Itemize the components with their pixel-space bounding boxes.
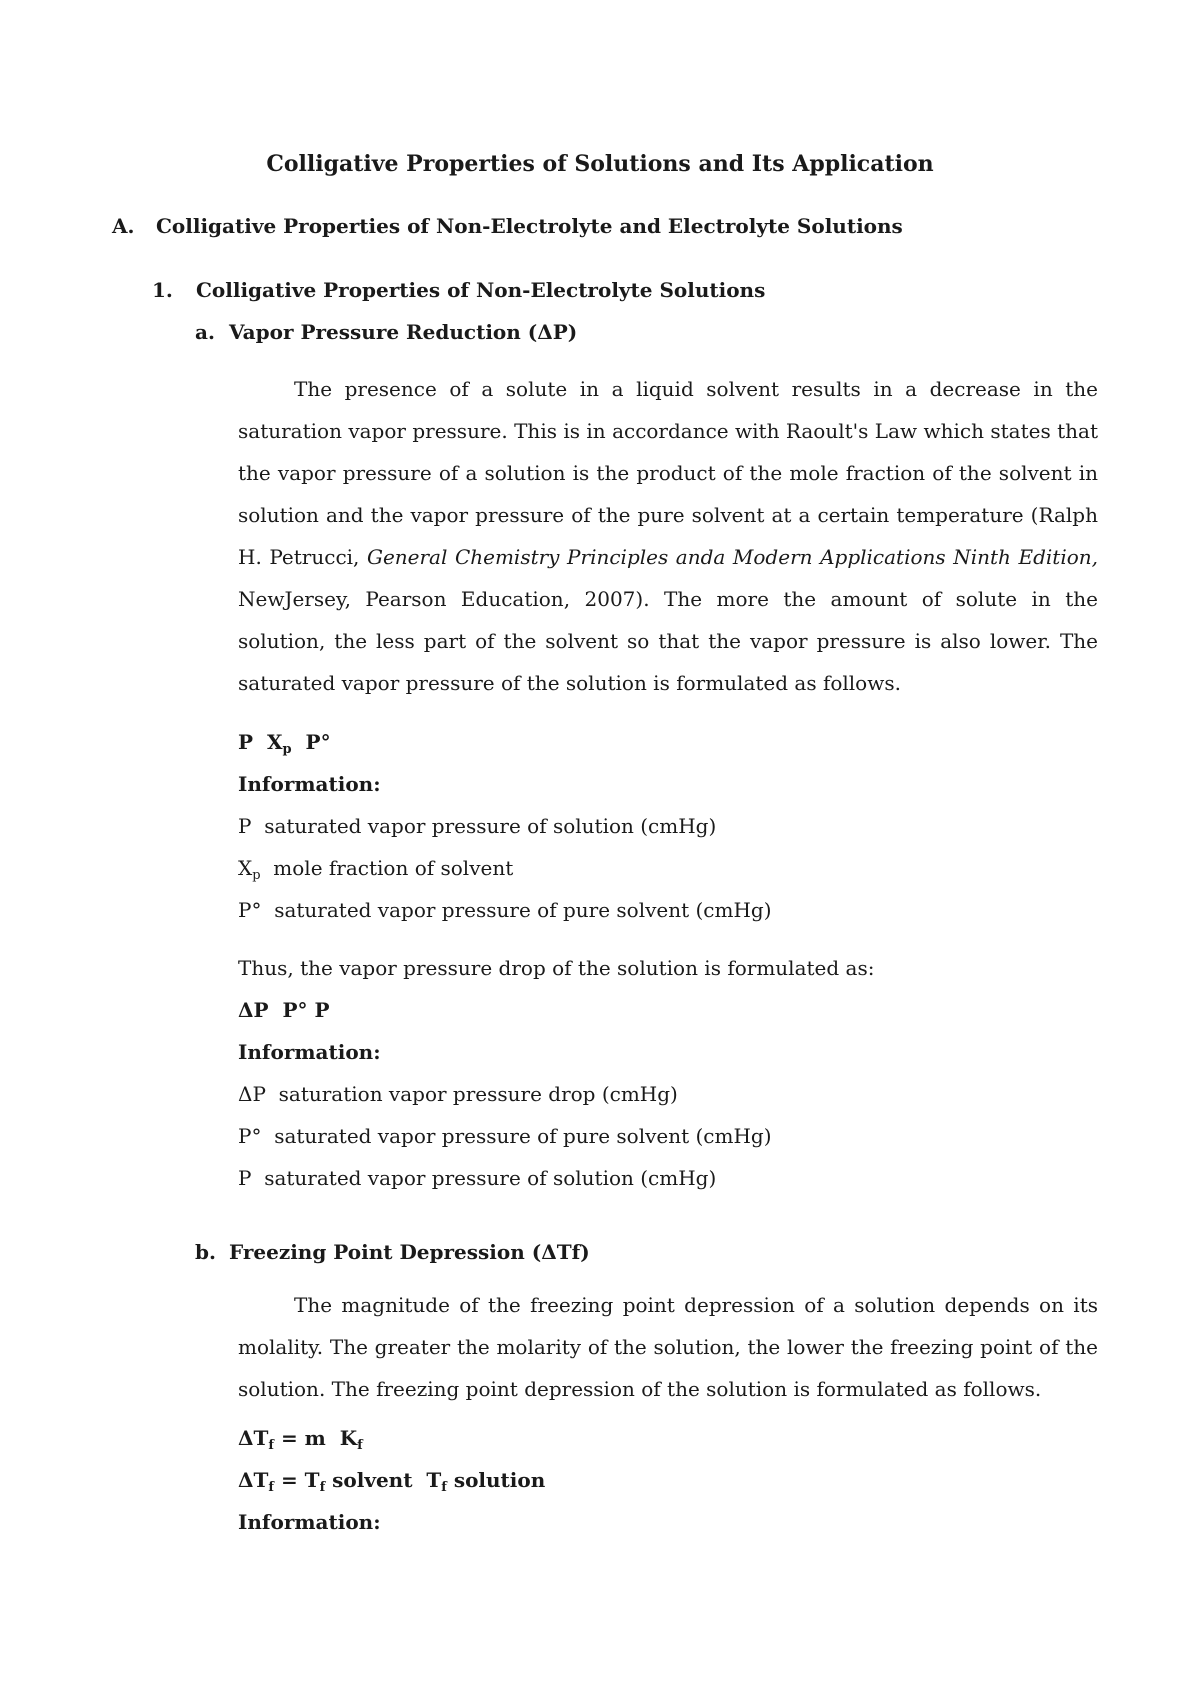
formula-sub: f	[319, 1480, 326, 1495]
subsection-b-title: Freezing Point Depression (ΔTf)	[229, 1240, 590, 1264]
information-label: Information:	[238, 772, 381, 796]
formula-delta-t: ΔT	[238, 1426, 269, 1450]
formula-vapor-pressure	[238, 730, 331, 762]
section-a-title: Colligative Properties of Non-Electrolyte and Electrolyte Solutions	[156, 214, 903, 238]
info-item	[238, 1082, 678, 1106]
page-title: Colligative Properties of Solutions and Its Application	[266, 151, 934, 177]
info-item	[238, 814, 716, 838]
info-item	[238, 898, 772, 922]
formula-rhs: = m K	[274, 1426, 358, 1450]
info-symbol: P°	[238, 898, 262, 922]
info-description: saturation vapor pressure drop (cmHg)	[278, 1082, 678, 1106]
formula-solvent: solvent T	[325, 1468, 442, 1492]
subsection-a-title: Vapor Pressure Reduction (ΔP)	[229, 320, 578, 344]
info-description: saturated vapor pressure of pure solvent (cmHg)	[274, 898, 772, 922]
subsection-a-heading	[195, 320, 577, 344]
citation-title: General Chemistry Principles anda Modern Applications Ninth Edition,	[366, 545, 1098, 569]
info-description: saturated vapor pressure of solution (cmHg)	[264, 1166, 717, 1190]
section-1-title: Colligative Properties of Non-Electrolyte Solutions	[196, 278, 766, 302]
paragraph-1-text: The presence of a solute in a liquid solvent results in a decrease in the saturation vapor pressure. This is in accordance with Raoult's Law which states that the vapor pressure of a solution is the product of the mole fraction of the solvent in solution and the vapor pressure of the pure solvent at a certain temperature (Ralph H. Petrucci,	[238, 377, 1098, 569]
information-label: Information:	[238, 1510, 381, 1534]
info-description: saturated vapor pressure of solution (cmHg)	[264, 814, 717, 838]
formula-delta-t: ΔT	[238, 1468, 269, 1492]
info-description: saturated vapor pressure of pure solvent (cmHg)	[274, 1124, 772, 1148]
section-a-marker: A.	[112, 214, 135, 238]
thus-text: Thus, the vapor pressure drop of the solution is formulated as:	[238, 956, 875, 980]
formula-sub: f	[441, 1480, 447, 1495]
subsection-b-heading	[195, 1240, 590, 1264]
subsection-a-marker: a.	[195, 320, 215, 344]
info-symbol: ΔP	[238, 1082, 266, 1106]
formula-p: P	[238, 730, 254, 754]
paragraph-1-text-after: NewJersey, Pearson Education, 2007). The more the amount of solute in the solution, the less part of the solvent so that the vapor pressure is also lower. The saturated vapor pressure of the solution is formulated as follows.	[238, 587, 1098, 695]
info-item	[238, 1124, 772, 1148]
info-symbol: P	[238, 1166, 252, 1190]
formula-x-sub: p	[282, 742, 292, 757]
formula-sub: f	[357, 1438, 363, 1453]
section-a-heading	[112, 214, 903, 238]
section-1-heading	[152, 278, 765, 302]
formula-solution: solution	[446, 1468, 546, 1492]
info-symbol: P	[238, 814, 252, 838]
paragraph-freezing-point	[238, 1284, 1098, 1410]
information-label: Information:	[238, 1040, 381, 1064]
formula-sub: f	[268, 1480, 274, 1495]
formula-p0: P°	[305, 730, 331, 754]
section-1-marker: 1.	[152, 278, 173, 302]
info-symbol-sub: p	[252, 868, 261, 883]
formula-freezing-molality	[238, 1426, 363, 1458]
info-description: mole fraction of solvent	[273, 856, 514, 880]
info-symbol: P°	[238, 1124, 262, 1148]
formula-sub: f	[268, 1438, 274, 1453]
formula-x: X	[266, 730, 283, 754]
info-item	[238, 1166, 716, 1190]
info-symbol: X	[238, 856, 253, 880]
formula-eq: = T	[274, 1468, 320, 1492]
subsection-b-marker: b.	[195, 1240, 216, 1264]
info-item	[238, 856, 513, 888]
formula-freezing-difference	[238, 1468, 545, 1500]
formula-vapor-pressure-drop: ΔP P° P	[238, 998, 330, 1022]
paragraph-2-text: The magnitude of the freezing point depression of a solution depends on its molality. The greater the molarity of the solution, the lower the freezing point of the solution. The freezing point depression of the solution is formulated as follows.	[238, 1293, 1098, 1401]
paragraph-raoult-law	[238, 368, 1098, 704]
